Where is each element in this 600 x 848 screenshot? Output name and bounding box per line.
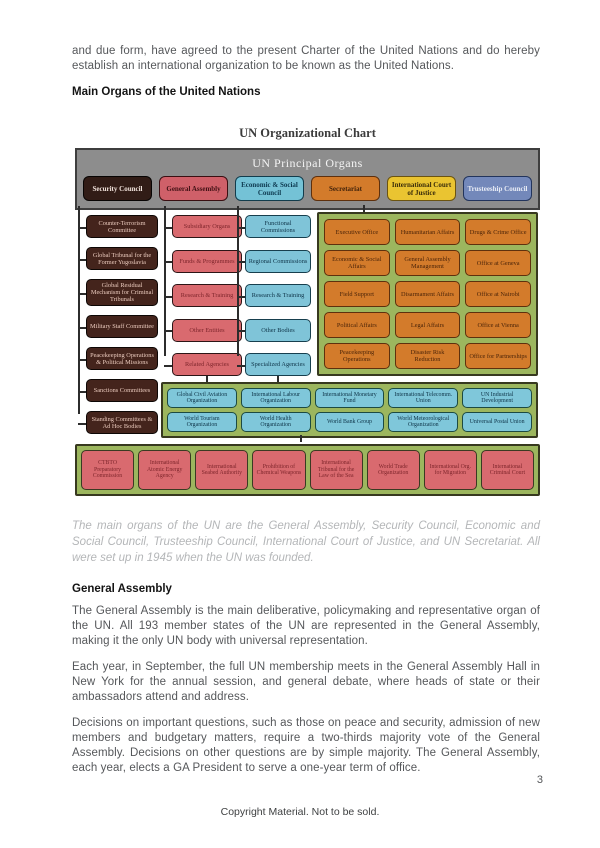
security-council-body-box: Military Staff Committee <box>86 315 158 338</box>
other-body-box: International Criminal Court <box>481 450 534 490</box>
secretariat-office-box: Humanitarian Affairs <box>395 219 461 245</box>
organ-ecosoc: Economic & Social Council <box>235 176 304 201</box>
figure-caption: The main organs of the UN are the General Assembly, Security Council, Economic and Social Council, Trusteeship Council, International Court of Justice, and UN Secretariat. All were set up in 1945 when the UN was founded. <box>72 520 540 564</box>
secretariat-office-box: Office for Partnerships <box>465 343 531 369</box>
org-chart <box>75 148 540 496</box>
general-assembly-paragraph-3: Decisions on important questions, such as those on peace and security, admission of new members and budgetary matters, require a two-thirds majority vote of the General Assembly. Decisions on other questions are by simple majority. The General Assembly, each year, elects a GA President to serve a one-year term of office. <box>72 717 540 774</box>
organ-trusteeship-council: Trusteeship Council <box>463 176 532 201</box>
section-heading-main-organs: Main Organs of the United Nations <box>72 86 261 98</box>
ecosoc-body-box: Research & Training <box>245 284 311 307</box>
secretariat-office-box: Economic & Social Affairs <box>324 250 390 276</box>
ecosoc-column <box>245 215 311 376</box>
specialized-agency-box: World Health Organization <box>241 412 311 432</box>
security-council-body-box: Global Residual Mechanism for Criminal Tribunals <box>86 279 158 306</box>
secretariat-office-box: Office at Nairobi <box>465 281 531 307</box>
specialized-agency-box: World Bank Group <box>315 412 385 432</box>
specialized-agency-box: International Telecomm. Union <box>388 388 458 408</box>
security-council-body-box: Peacekeeping Operations & Political Missions <box>86 347 158 370</box>
organ-icj: International Court of Justice <box>387 176 456 201</box>
security-council-body-box: Sanctions Committees <box>86 379 158 402</box>
secretariat-office-box: Peacekeeping Operations <box>324 343 390 369</box>
specialized-agency-box: Global Civil Aviation Organization <box>167 388 237 408</box>
secretariat-office-box: Field Support <box>324 281 390 307</box>
secretariat-office-box: Political Affairs <box>324 312 390 338</box>
secretariat-office-box: Legal Affairs <box>395 312 461 338</box>
chart-body <box>75 210 540 440</box>
secretariat-office-box: Office at Geneva <box>465 250 531 276</box>
secretariat-office-box: Disaster Risk Reduction <box>395 343 461 369</box>
secretariat-office-box: General Assembly Management <box>395 250 461 276</box>
specialized-agency-box: Universal Postal Union <box>462 412 532 432</box>
general-assembly-paragraph-1: The General Assembly is the main deliberative, policymaking and representative organ of the UN. All 193 member states of the UN are represented in the General Assembly, making it the only UN body with universal representation. <box>72 605 540 647</box>
page-number: 3 <box>536 774 543 786</box>
principal-organs-band <box>75 148 540 210</box>
other-body-box: International Atomic Energy Agency <box>138 450 191 490</box>
footer-note: Copyright Material. Not to be sold. <box>220 806 380 818</box>
principal-organs-row <box>83 176 532 201</box>
security-council-body-box: Standing Committees & Ad Hoc Bodies <box>86 411 158 434</box>
ecosoc-body-box: Functional Commissions <box>245 215 311 238</box>
other-body-box: CTBTO Preparatory Commission <box>81 450 134 490</box>
other-body-box: World Trade Organization <box>367 450 420 490</box>
other-bodies-panel <box>75 444 540 496</box>
general-assembly-body-box: Subsidiary Organs <box>172 215 242 238</box>
ecosoc-body-box: Specialized Agencies <box>245 353 311 376</box>
organ-security-council: Security Council <box>83 176 152 201</box>
security-council-body-box: Global Tribunal for the Former Yugoslavia <box>86 247 158 270</box>
specialized-agency-box: International Monetary Fund <box>315 388 385 408</box>
general-assembly-body-box: Other Entities <box>172 319 242 342</box>
other-body-box: International Seabed Authority <box>195 450 248 490</box>
principal-organs-title: UN Principal Organs <box>252 156 363 170</box>
secretariat-office-box: Executive Office <box>324 219 390 245</box>
ecosoc-body-box: Regional Commissions <box>245 250 311 273</box>
specialized-agency-box: UN Industrial Development <box>462 388 532 408</box>
secretariat-office-box: Disarmament Affairs <box>395 281 461 307</box>
connector-other-bodies <box>300 435 302 442</box>
other-body-box: Prohibition of Chemical Weapons <box>252 450 305 490</box>
other-body-box: International Tribunal for the Law of the Sea <box>310 450 363 490</box>
secretariat-office-box: Office at Vienna <box>465 312 531 338</box>
specialized-agency-box: World Tourism Organization <box>167 412 237 432</box>
page-content <box>72 44 540 787</box>
general-assembly-body-box: Funds & Programmes <box>172 250 242 273</box>
un-org-chart-figure <box>75 126 540 496</box>
organ-secretariat: Secretariat <box>311 176 380 201</box>
other-body-box: International Org. for Migration <box>424 450 477 490</box>
secretariat-office-box: Drugs & Crime Office <box>465 219 531 245</box>
secretariat-offices-panel <box>317 212 538 376</box>
general-assembly-column <box>172 215 242 376</box>
chart-title: UN Organizational Chart <box>239 126 376 140</box>
security-council-column <box>86 215 158 434</box>
general-assembly-body-box: Research & Training <box>172 284 242 307</box>
security-council-body-box: Counter-Terrorism Committee <box>86 215 158 238</box>
intro-paragraph: and due form, have agreed to the present Charter of the United Nations and do hereby establish an international organization to be known as the United Nations. <box>72 45 540 72</box>
organ-general-assembly: General Assembly <box>159 176 228 201</box>
specialized-agency-box: World Meteorological Organization <box>388 412 458 432</box>
specialized-agencies-panel <box>161 382 538 438</box>
specialized-agency-box: International Labour Organization <box>241 388 311 408</box>
general-assembly-body-box: Related Agencies <box>172 353 242 376</box>
ecosoc-body-box: Other Bodies <box>245 319 311 342</box>
general-assembly-paragraph-2: Each year, in September, the full UN membership meets in the General Assembly Hall in New York for the annual session, and general debate, where heads of state or their ambassadors attend and address. <box>72 661 540 703</box>
section-heading-general-assembly: General Assembly <box>72 583 172 595</box>
